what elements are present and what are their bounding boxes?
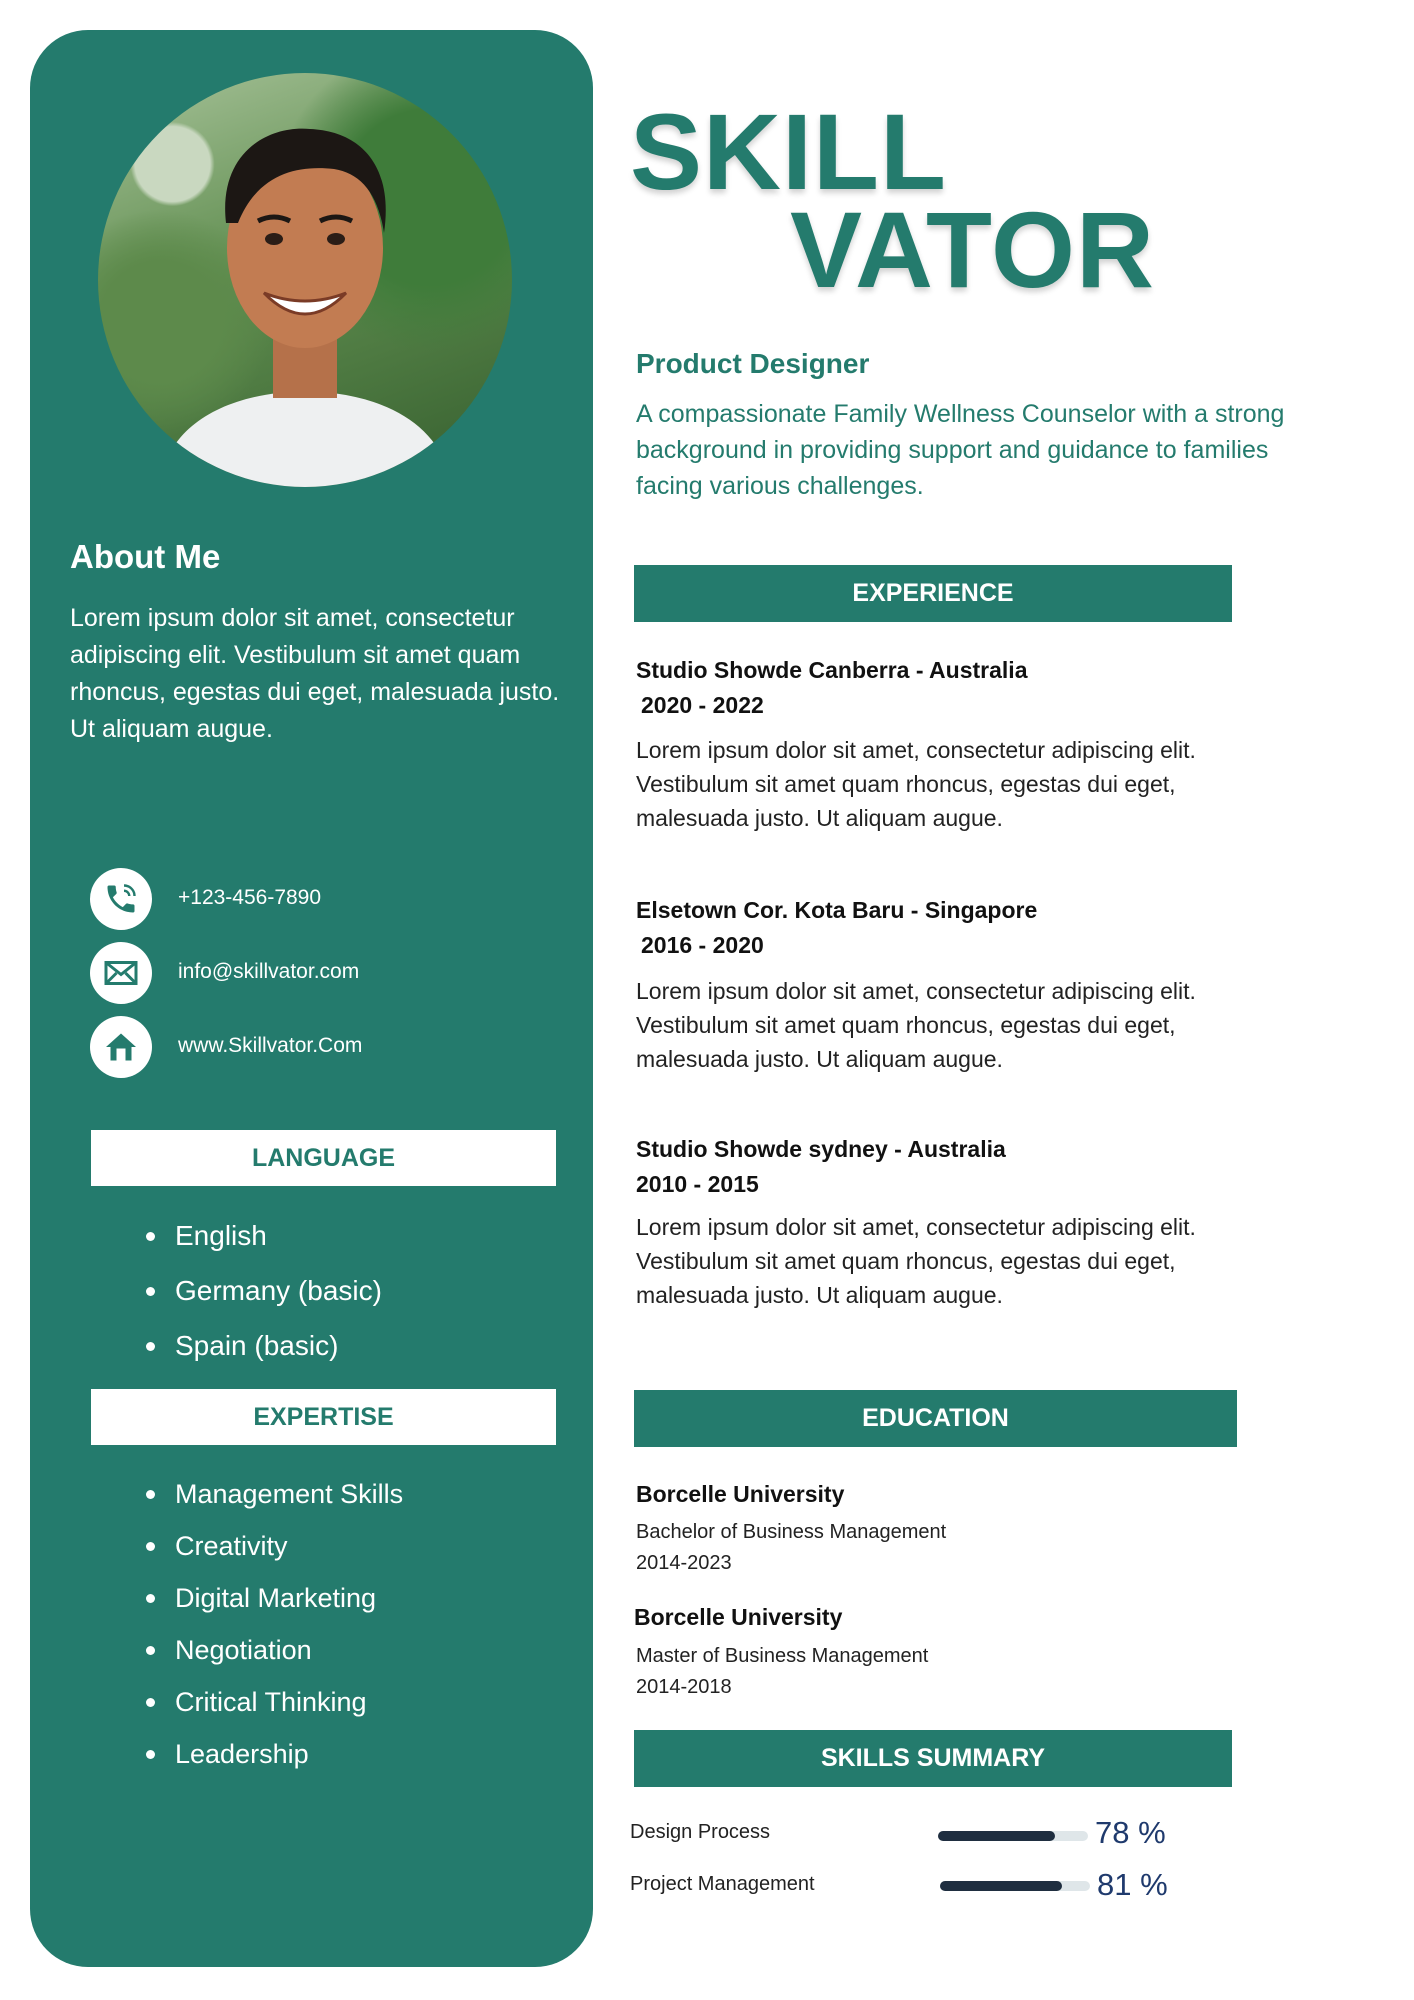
skill-bar-fill — [940, 1881, 1062, 1891]
skill-bar — [940, 1881, 1090, 1891]
job-role: Product Designer — [636, 348, 870, 379]
education-school: Borcelle University — [634, 1604, 843, 1630]
website-url: www.Skillvator.Com — [178, 1034, 363, 1057]
about-text: Lorem ipsum dolor sit amet, consectetur adipiscing elit. Vestibulum sit amet quam rhoncus, egestas dui eget, malesuada justo. Ut aliquam augue. — [70, 604, 560, 743]
language-item: English — [140, 1218, 382, 1273]
expertise-item: Critical Thinking — [140, 1684, 403, 1736]
language-list — [140, 1218, 382, 1383]
experience-years: 2016 - 2020 — [641, 932, 764, 958]
language-item: Germany (basic) — [140, 1273, 382, 1328]
expertise-item: Management Skills — [140, 1476, 403, 1528]
phone-number: +123-456-7890 — [178, 886, 322, 909]
experience-header: EXPERIENCE — [634, 565, 1232, 622]
education-years: 2014-2023 — [636, 1552, 732, 1574]
skill-label: Design Process — [630, 1821, 771, 1843]
home-icon — [90, 1016, 152, 1078]
expertise-item: Negotiation — [140, 1632, 403, 1684]
contact-email[interactable] — [90, 942, 550, 1004]
education-header: EDUCATION — [634, 1390, 1237, 1447]
brand-line-2: VATOR — [790, 189, 1156, 310]
skill-label: Project Management — [630, 1873, 815, 1895]
expertise-item: Digital Marketing — [140, 1580, 403, 1632]
experience-company: Studio Showde sydney - Australia — [636, 1136, 1006, 1162]
brand-line-1: SKILL — [630, 91, 947, 212]
contact-phone[interactable] — [90, 868, 550, 930]
contact-website[interactable] — [90, 1016, 550, 1078]
education-school: Borcelle University — [636, 1481, 845, 1507]
education-degree: Bachelor of Business Management — [636, 1521, 947, 1543]
education-degree: Master of Business Management — [636, 1645, 929, 1667]
experience-years: 2020 - 2022 — [641, 692, 764, 718]
profile-photo — [98, 73, 512, 487]
expertise-list — [140, 1476, 403, 1788]
language-header: LANGUAGE — [91, 1130, 556, 1186]
experience-description: Lorem ipsum dolor sit amet, consectetur adipiscing elit. Vestibulum sit amet quam rhoncus, egestas dui eget, malesuada justo. Ut aliquam augue. — [636, 737, 1196, 831]
expertise-item: Leadership — [140, 1736, 403, 1788]
experience-description: Lorem ipsum dolor sit amet, consectetur adipiscing elit. Vestibulum sit amet quam rhoncus, egestas dui eget, malesuada justo. Ut aliquam augue. — [636, 1214, 1196, 1308]
experience-description: Lorem ipsum dolor sit amet, consectetur adipiscing elit. Vestibulum sit amet quam rhoncus, egestas dui eget, malesuada justo. Ut aliquam augue. — [636, 978, 1196, 1072]
skill-bar — [938, 1831, 1088, 1841]
education-years: 2014-2018 — [636, 1676, 732, 1698]
skill-bar-fill — [938, 1831, 1055, 1841]
language-item: Spain (basic) — [140, 1328, 382, 1383]
skills-header: SKILLS SUMMARY — [634, 1730, 1232, 1787]
experience-company: Studio Showde Canberra - Australia — [636, 657, 1028, 683]
skill-percent: 78 % — [1095, 1815, 1166, 1850]
email-address: info@skillvator.com — [178, 960, 360, 983]
profile-summary: A compassionate Family Wellness Counselor with a strong background in providing support and guidance to families facing various challenges. — [636, 400, 1285, 500]
experience-years: 2010 - 2015 — [636, 1171, 759, 1197]
expertise-item: Creativity — [140, 1528, 403, 1580]
phone-icon — [90, 868, 152, 930]
skill-percent: 81 % — [1097, 1867, 1168, 1902]
profile-photo-illustration — [98, 73, 512, 487]
experience-company: Elsetown Cor. Kota Baru - Singapore — [636, 897, 1038, 923]
email-icon — [90, 942, 152, 1004]
expertise-header: EXPERTISE — [91, 1389, 556, 1445]
about-title: About Me — [70, 538, 221, 575]
